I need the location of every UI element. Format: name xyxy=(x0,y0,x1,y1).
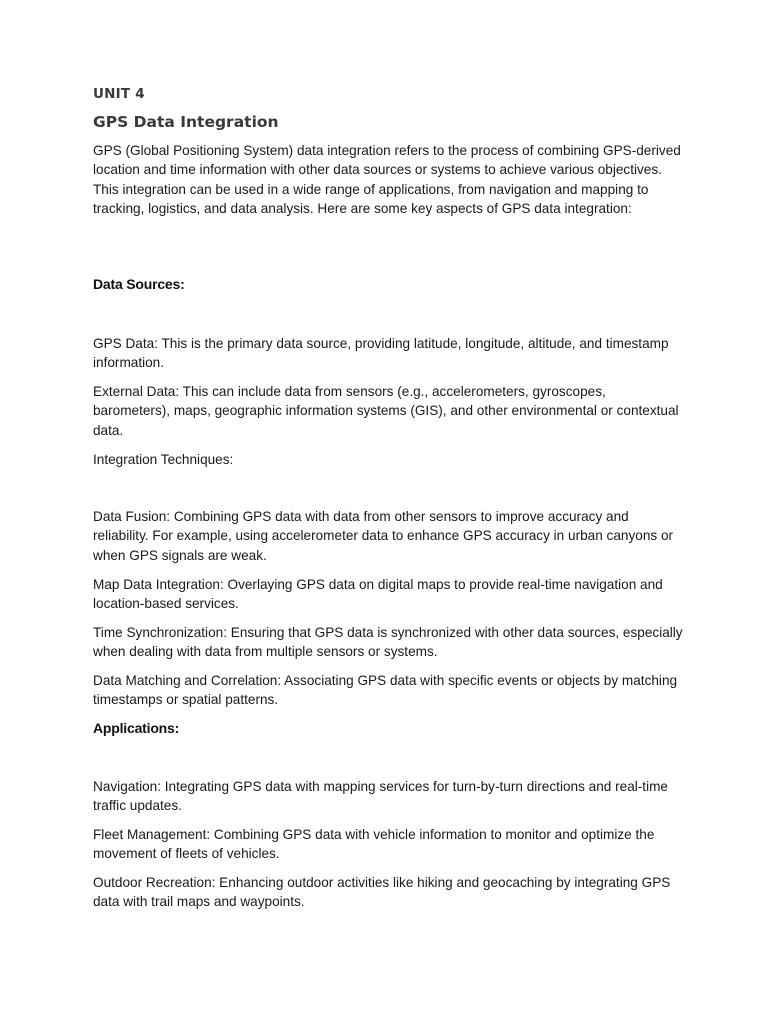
section-heading-applications: Applications: xyxy=(93,720,180,736)
paragraph-fleet-management: Fleet Management: Combining GPS data with vehicle information to monitor and optimize the movement of fleets of vehicles. xyxy=(93,827,655,862)
intro-paragraph: GPS (Global Positioning System) data integration refers to the process of combining GPS-derived location and time information with other data sources or systems to achieve various objectives. This integration can be used in a wide range of applications, from navigation and mapping to tracking, logistics, and data analysis. Here are some key aspects of GPS data integration: xyxy=(93,143,681,216)
page-title: GPS Data Integration xyxy=(93,113,279,131)
paragraph-data-matching: Data Matching and Correlation: Associating GPS data with specific events or objects by matching timestamps or spatial patterns. xyxy=(93,673,678,708)
paragraph-map-data-integration: Map Data Integration: Overlaying GPS data on digital maps to provide real-time navigation and location-based services. xyxy=(93,577,663,612)
unit-label: UNIT 4 xyxy=(93,86,145,102)
paragraph-time-synchronization: Time Synchronization: Ensuring that GPS data is synchronized with other data sources, especially when dealing with data from multiple sensors or systems. xyxy=(93,625,683,660)
paragraph-integration-techniques: Integration Techniques: xyxy=(93,452,234,467)
paragraph-data-fusion: Data Fusion: Combining GPS data with data from other sensors to improve accuracy and reliability. For example, using accelerometer data to enhance GPS accuracy in urban canyons or when GPS signals are weak. xyxy=(93,509,674,563)
paragraph-navigation: Navigation: Integrating GPS data with mapping services for turn-by-turn directions and real-time traffic updates. xyxy=(93,779,668,814)
paragraph-external-data: External Data: This can include data from sensors (e.g., accelerometers, gyroscopes, barometers), maps, geographic information systems (GIS), and other environmental or contextual data. xyxy=(93,384,679,438)
paragraph-outdoor-recreation: Outdoor Recreation: Enhancing outdoor activities like hiking and geocaching by integrating GPS data with trail maps and waypoints. xyxy=(93,875,671,910)
paragraph-gps-data: GPS Data: This is the primary data source, providing latitude, longitude, altitude, and timestamp information. xyxy=(93,336,669,371)
section-heading-data-sources: Data Sources: xyxy=(93,276,185,292)
